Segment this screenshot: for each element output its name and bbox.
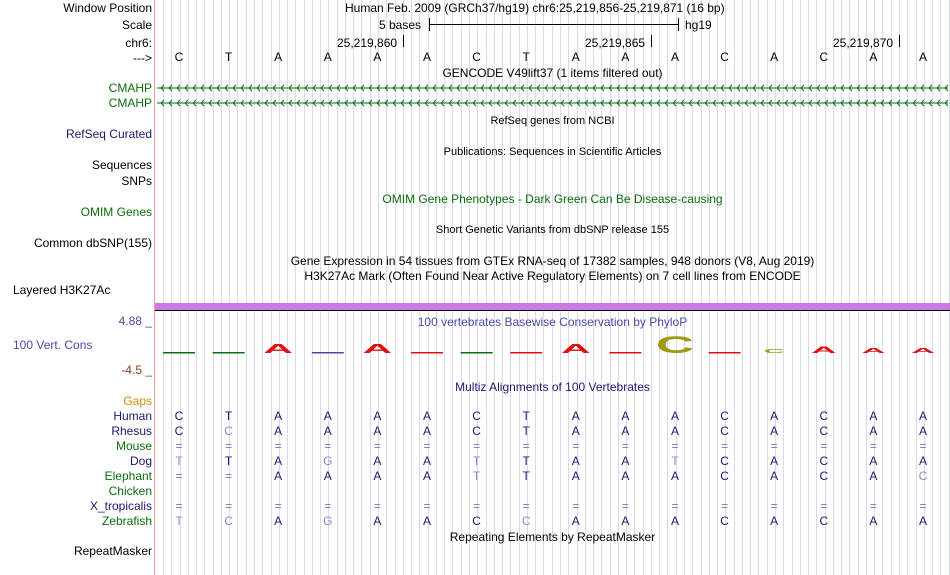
alignment-base: A bbox=[571, 424, 580, 438]
grid-line bbox=[949, 0, 950, 575]
window-position-label: Window Position bbox=[63, 1, 152, 15]
alignment-base: = bbox=[869, 499, 877, 513]
conservation-mark bbox=[411, 352, 443, 354]
alignment-base: A bbox=[869, 514, 878, 528]
alignment-base: = bbox=[225, 439, 233, 453]
alignment-base: C bbox=[819, 454, 829, 468]
alignment-base: = bbox=[770, 439, 778, 453]
alignment-base: = bbox=[324, 439, 332, 453]
reference-base: A bbox=[621, 50, 630, 64]
alignment-base: T bbox=[522, 454, 530, 468]
alignment-base: C bbox=[224, 424, 233, 438]
alignment-base: = bbox=[175, 469, 183, 483]
alignment-base: T bbox=[522, 424, 530, 438]
alignment-base: A bbox=[373, 409, 382, 423]
reference-base: A bbox=[373, 50, 382, 64]
h3k27ac-signal-bar[interactable] bbox=[155, 303, 950, 310]
alignment-base: A bbox=[869, 469, 878, 483]
ruler-tick bbox=[403, 35, 404, 47]
conservation-mark bbox=[510, 352, 542, 354]
alignment-base: = bbox=[473, 439, 481, 453]
conservation-mark: A bbox=[911, 346, 935, 355]
species-label-zebrafish[interactable]: Zebrafish bbox=[101, 514, 152, 528]
alignment-base: A bbox=[621, 424, 630, 438]
track-label-gaps[interactable]: Gaps bbox=[123, 394, 152, 408]
h3k27ac-track-title[interactable]: H3K27Ac Mark (Often Found Near Active Regulatory Elements) on 7 cell lines from ENCODE bbox=[304, 269, 801, 283]
alignment-base: = bbox=[820, 439, 828, 453]
species-label-human[interactable]: Human bbox=[113, 409, 152, 423]
alignment-base: A bbox=[274, 514, 283, 528]
reference-base: A bbox=[918, 50, 927, 64]
alignment-base: A bbox=[422, 409, 431, 423]
alignment-base: A bbox=[373, 469, 382, 483]
alignment-base: A bbox=[373, 514, 382, 528]
alignment-base: A bbox=[571, 514, 580, 528]
alignment-base: C bbox=[720, 514, 729, 528]
alignment-base: A bbox=[770, 424, 779, 438]
conservation-mark: A bbox=[362, 341, 393, 356]
alignment-base: = bbox=[820, 499, 828, 513]
alignment-base: A bbox=[323, 409, 332, 423]
alignment-base: = bbox=[721, 439, 729, 453]
alignment-base: T bbox=[175, 514, 183, 528]
alignment-base: A bbox=[621, 409, 630, 423]
alignment-base: C bbox=[720, 454, 729, 468]
conservation-mark: A bbox=[561, 341, 591, 356]
gtex-track-title[interactable]: Gene Expression in 54 tissues from GTEx RNA-seq of 17382 samples, 948 donors (V8, Aug 2019) bbox=[290, 254, 815, 268]
alignment-base: = bbox=[919, 499, 927, 513]
conservation-mark bbox=[163, 352, 195, 354]
ruler-mark-label: 25,219,870 bbox=[833, 36, 894, 50]
alignment-base: = bbox=[572, 499, 580, 513]
alignment-base: A bbox=[770, 514, 779, 528]
alignment-base: C bbox=[472, 409, 481, 423]
alignment-base: A bbox=[621, 454, 630, 468]
scale-bar-line bbox=[429, 24, 679, 25]
alignment-base: C bbox=[720, 409, 729, 423]
alignment-base: C bbox=[472, 424, 481, 438]
species-label-elephant[interactable]: Elephant bbox=[104, 469, 152, 483]
alignment-base: = bbox=[671, 439, 679, 453]
conservation-mark: C bbox=[763, 348, 785, 355]
alignment-base: A bbox=[670, 409, 679, 423]
alignment-base: A bbox=[869, 424, 878, 438]
repeatmasker-track-title[interactable]: Repeating Elements by RepeatMasker bbox=[449, 530, 656, 544]
alignment-base: A bbox=[670, 424, 679, 438]
conservation-mark: A bbox=[861, 346, 886, 355]
alignment-base: C bbox=[720, 424, 729, 438]
scale-label: Scale bbox=[121, 18, 152, 32]
alignment-base: = bbox=[522, 439, 530, 453]
alignment-base: A bbox=[373, 454, 382, 468]
track-label-sequences[interactable]: Sequences bbox=[91, 158, 152, 172]
alignment-base: C bbox=[521, 514, 531, 528]
alignment-base: = bbox=[869, 439, 877, 453]
alignment-base: = bbox=[621, 439, 629, 453]
strand-arrow-label: ---> bbox=[133, 51, 152, 65]
conservation-logo-track[interactable] bbox=[155, 334, 950, 356]
ruler-mark-label: 25,219,865 bbox=[585, 36, 646, 50]
alignment-base: A bbox=[621, 469, 630, 483]
alignment-base: = bbox=[671, 499, 679, 513]
alignment-base: T bbox=[224, 409, 233, 423]
chromosome-label: chr6: bbox=[125, 36, 152, 50]
alignment-base: = bbox=[175, 499, 183, 513]
track-label-cmahp-1[interactable]: CMAHP bbox=[108, 81, 152, 95]
alignment-base: A bbox=[571, 454, 580, 468]
scale-bar-right-tick bbox=[678, 18, 679, 31]
alignment-base: = bbox=[373, 499, 381, 513]
conservation-mark: C bbox=[655, 334, 695, 356]
species-label-x-tropicalis[interactable]: X_tropicalis bbox=[89, 499, 152, 513]
alignment-base: T bbox=[224, 454, 233, 468]
gene-model-cmahp-1[interactable] bbox=[157, 82, 948, 94]
alignment-base: = bbox=[274, 499, 282, 513]
alignment-base: C bbox=[720, 469, 729, 483]
alignment-base: A bbox=[422, 514, 431, 528]
alignment-base: = bbox=[621, 499, 629, 513]
phylop-track-title[interactable]: 100 vertebrates Basewise Conservation by PhyloP bbox=[417, 315, 688, 329]
conservation-mark bbox=[461, 352, 493, 354]
reference-base: A bbox=[571, 50, 580, 64]
track-label-snps[interactable]: SNPs bbox=[121, 174, 152, 188]
refseq-track-title[interactable]: RefSeq genes from NCBI bbox=[490, 115, 615, 127]
alignment-base: A bbox=[274, 454, 283, 468]
track-label-repeatmasker[interactable]: RepeatMasker bbox=[73, 544, 152, 558]
multiz-track-title[interactable]: Multiz Alignments of 100 Vertebrates bbox=[455, 380, 650, 394]
species-label-mouse[interactable]: Mouse bbox=[115, 439, 152, 453]
alignment-base: A bbox=[918, 424, 927, 438]
alignment-base: A bbox=[670, 514, 679, 528]
alignment-base: = bbox=[175, 439, 183, 453]
omim-track-title[interactable]: OMIM Gene Phenotypes - Dark Green Can Be Disease-causing bbox=[382, 192, 723, 206]
alignment-base: A bbox=[918, 514, 927, 528]
reference-base: A bbox=[274, 50, 283, 64]
alignment-base: C bbox=[918, 469, 928, 483]
track-label-vert-cons[interactable]: 100 Vert. Cons bbox=[13, 338, 93, 352]
track-label-omim[interactable]: OMIM Genes bbox=[80, 205, 152, 219]
scale-db-text: hg19 bbox=[685, 18, 712, 32]
alignment-base: = bbox=[225, 469, 233, 483]
reference-base: T bbox=[522, 50, 530, 64]
alignment-base: = bbox=[274, 439, 282, 453]
conservation-mark bbox=[709, 352, 741, 354]
species-label-chicken[interactable]: Chicken bbox=[108, 484, 152, 498]
alignment-base: A bbox=[422, 454, 431, 468]
alignment-base: A bbox=[770, 469, 779, 483]
alignment-base: C bbox=[224, 514, 233, 528]
assembly-position-text: Human Feb. 2009 (GRCh37/hg19) chr6:25,219,856-25,219,871 (16 bp) bbox=[345, 1, 725, 15]
reference-base: A bbox=[323, 50, 332, 64]
alignment-base: A bbox=[670, 469, 679, 483]
alignment-base: = bbox=[473, 499, 481, 513]
scale-bases-text: 5 bases bbox=[379, 18, 422, 32]
phylop-min-label: -4.5 _ bbox=[121, 363, 152, 377]
alignment-base: A bbox=[571, 469, 580, 483]
gencode-track-title[interactable]: GENCODE V49lift37 (1 items filtered out) bbox=[442, 66, 663, 80]
alignment-base: C bbox=[472, 514, 481, 528]
alignment-base: C bbox=[819, 424, 829, 438]
alignment-base: C bbox=[174, 424, 184, 438]
alignment-base: = bbox=[770, 499, 778, 513]
alignment-base: A bbox=[274, 469, 283, 483]
alignment-base: A bbox=[323, 424, 332, 438]
species-label-rhesus[interactable]: Rhesus bbox=[111, 424, 152, 438]
conservation-mark: A bbox=[811, 345, 837, 356]
alignment-base: T bbox=[472, 469, 481, 483]
ruler-mark-label: 25,219,860 bbox=[337, 36, 398, 50]
reference-base: C bbox=[174, 50, 184, 64]
species-label-dog[interactable]: Dog bbox=[129, 454, 152, 468]
reference-base: A bbox=[770, 50, 779, 64]
alignment-base: = bbox=[572, 439, 580, 453]
reference-base: C bbox=[472, 50, 481, 64]
alignment-base: T bbox=[671, 454, 679, 468]
alignment-base: A bbox=[918, 454, 927, 468]
alignment-base: = bbox=[423, 499, 431, 513]
track-label-common-dbsnp[interactable]: Common dbSNP(155) bbox=[33, 236, 152, 250]
alignment-base: C bbox=[819, 409, 829, 423]
alignment-base: A bbox=[918, 409, 927, 423]
alignment-base: T bbox=[472, 454, 481, 468]
alignment-base: A bbox=[770, 409, 779, 423]
reference-base: C bbox=[819, 50, 829, 64]
alignment-base: = bbox=[721, 499, 729, 513]
dbsnp-track-title[interactable]: Short Genetic Variants from dbSNP release 155 bbox=[435, 224, 670, 236]
alignment-base: A bbox=[373, 424, 382, 438]
conservation-mark bbox=[609, 352, 641, 354]
alignment-base: = bbox=[522, 499, 530, 513]
alignment-base: = bbox=[919, 439, 927, 453]
track-label-panel bbox=[0, 0, 154, 575]
reference-base: C bbox=[720, 50, 729, 64]
alignment-base: = bbox=[373, 439, 381, 453]
track-label-refseq[interactable]: RefSeq Curated bbox=[65, 127, 152, 141]
conservation-mark: A bbox=[263, 341, 293, 356]
alignment-base: = bbox=[423, 439, 431, 453]
alignment-base: A bbox=[571, 409, 580, 423]
alignment-base: A bbox=[869, 409, 878, 423]
phylop-max-label: 4.88 _ bbox=[118, 314, 152, 328]
alignment-base: C bbox=[819, 469, 829, 483]
alignment-base: T bbox=[522, 409, 530, 423]
ruler-tick bbox=[651, 35, 652, 47]
reference-base: T bbox=[224, 50, 233, 64]
conservation-mark bbox=[213, 352, 245, 354]
alignment-base: A bbox=[869, 454, 878, 468]
alignment-base: C bbox=[174, 409, 184, 423]
label-divider bbox=[154, 0, 155, 575]
publications-track-title[interactable]: Publications: Sequences in Scientific Articles bbox=[443, 146, 662, 158]
alignment-base: A bbox=[323, 469, 332, 483]
gene-model-cmahp-2[interactable] bbox=[157, 97, 948, 109]
alignment-base: A bbox=[770, 454, 779, 468]
ruler-tick bbox=[899, 35, 900, 47]
alignment-base: A bbox=[422, 424, 431, 438]
track-label-cmahp-2[interactable]: CMAHP bbox=[108, 96, 152, 110]
alignment-base: A bbox=[274, 424, 283, 438]
reference-base: A bbox=[869, 50, 878, 64]
alignment-base: G bbox=[323, 514, 333, 528]
reference-base: A bbox=[422, 50, 431, 64]
h3k27ac-baseline bbox=[155, 310, 950, 311]
conservation-mark bbox=[312, 352, 344, 354]
alignment-base: = bbox=[225, 499, 233, 513]
alignment-base: = bbox=[324, 499, 332, 513]
alignment-base: A bbox=[621, 514, 630, 528]
alignment-base: T bbox=[522, 469, 530, 483]
alignment-base: G bbox=[323, 454, 333, 468]
track-label-layered-h3k27ac[interactable]: Layered H3K27Ac bbox=[13, 283, 111, 297]
scale-bar-left-tick bbox=[429, 18, 430, 31]
alignment-base: A bbox=[422, 469, 431, 483]
reference-base: A bbox=[670, 50, 679, 64]
alignment-base: C bbox=[819, 514, 829, 528]
alignment-base: A bbox=[274, 409, 283, 423]
alignment-base: T bbox=[175, 454, 183, 468]
